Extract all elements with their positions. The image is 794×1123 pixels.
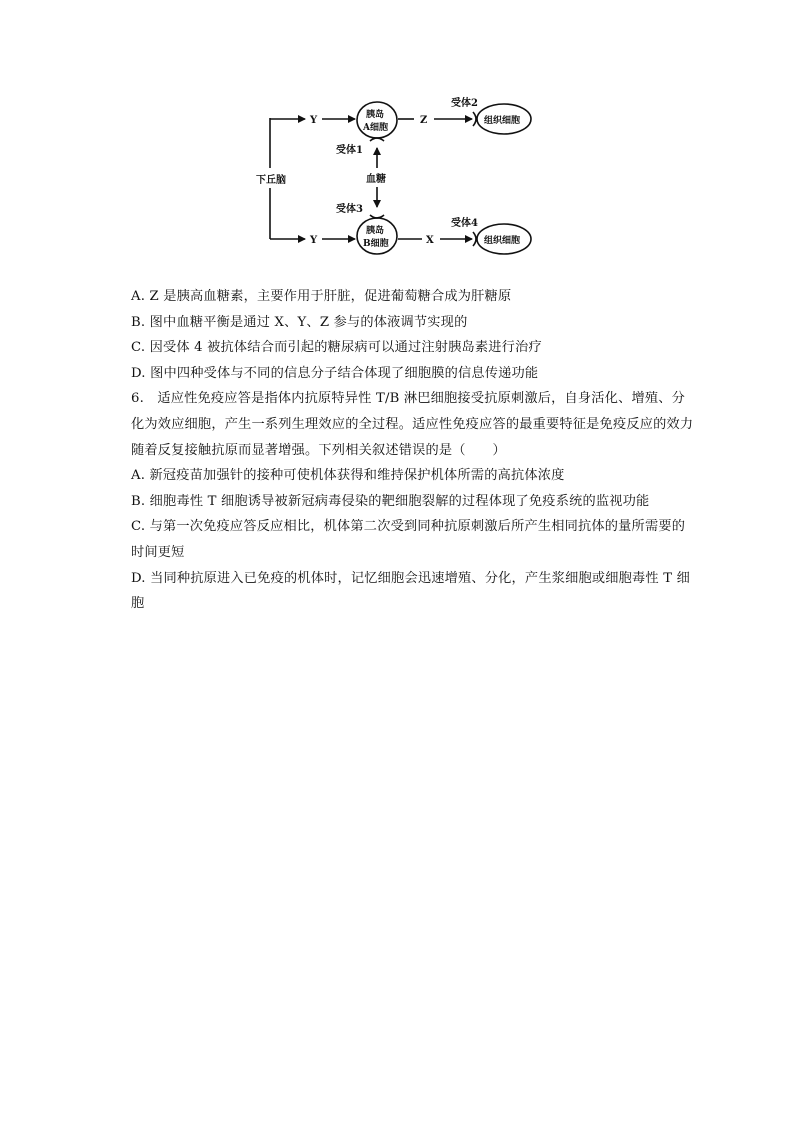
tissue-cell-bottom-label: 组织细胞 — [484, 236, 521, 246]
q5-option-b: B. 图中血糖平衡是通过 X、Y、Z 参与的体液调节实现的 — [131, 314, 468, 330]
receptor1-label: 受体1 — [336, 145, 363, 156]
q5-option-a: A. Z 是胰高血糖素，主要作用于肝脏，促进葡萄糖合成为肝糖原 — [131, 289, 512, 304]
x-label: X — [426, 235, 434, 246]
receptor2-label: 受体2 — [451, 98, 478, 109]
q6-option-a: A. 新冠疫苗加强针的接种可使机体获得和维持保护机体所需的高抗体浓度 — [131, 468, 565, 484]
y-bottom-label: Y — [310, 235, 318, 246]
q6-option-b: B. 细胞毒性 T 细胞诱导被新冠病毒侵染的靶细胞裂解的过程体现了免疫系统的监视功能 — [131, 493, 650, 509]
hypothalamus-label: 下丘脑 — [256, 175, 286, 186]
islet-b-line1: 胰岛 — [366, 226, 385, 236]
blood-glucose-regulation-diagram — [250, 88, 550, 258]
receptor2-shape — [473, 112, 476, 126]
tissue-cell-top-label: 组织细胞 — [484, 116, 521, 126]
islet-a-line2: A细胞 — [363, 123, 388, 133]
y-top-label: Y — [310, 115, 318, 126]
q6-stem: 6. 适应性免疫应答是指体内抗原特异性 T/B 淋巴细胞接受抗原刺激后，自身活化、增殖、分化为效应细胞，产生一系列生理效应的全过程。适应性免疫应答的最重要特征是免疫反应的效力随着反复接触抗原而显著增强。下列相关叙述错误的是（ ） — [131, 391, 694, 458]
q5-option-c: C. 因受体 4 被抗体结合而引起的糖尿病可以通过注射胰岛素进行治疗 — [131, 340, 542, 356]
receptor1-shape — [370, 138, 384, 141]
q6-option-d: D. 当同种抗原进入已免疫的机体时，记忆细胞会迅速增殖、分化，产生浆细胞或细胞毒性 T 细胞 — [131, 570, 690, 612]
z-label: Z — [420, 115, 428, 126]
islet-a-line1: 胰岛 — [366, 110, 385, 120]
question-content — [131, 284, 696, 617]
islet-b-line2: B细胞 — [363, 239, 389, 249]
receptor4-shape — [473, 232, 476, 246]
q5-option-d: D. 图中四种受体与不同的信息分子结合体现了细胞膜的信息传递功能 — [131, 365, 539, 381]
q6-option-c: C. 与第一次免疫应答反应相比，机体第二次受到同种抗原刺激后所产生相同抗体的量所需要的时间更短 — [131, 519, 686, 560]
receptor4-label: 受体4 — [451, 218, 478, 229]
receptor3-label: 受体3 — [336, 204, 363, 215]
blood-glucose-label: 血糖 — [366, 174, 386, 185]
